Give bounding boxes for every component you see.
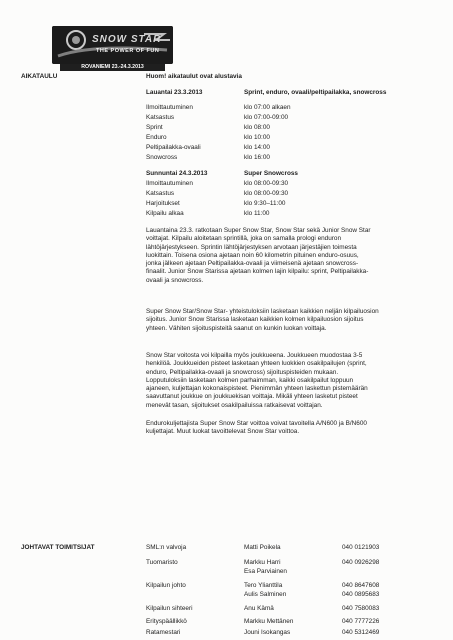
official-role: Ratamestari [146,629,181,636]
schedule-time: klo 08:00 [244,124,270,131]
snow-star-logo [52,26,173,64]
schedule-label: Snowcross [146,154,178,161]
schedule-time: klo 14:00 [244,144,270,151]
schedule-label: Enduro [146,134,167,141]
paragraph-line: yhteen. Vähiten sijoituspisteitä saanut on kunkin luokan voittaja. [146,324,327,332]
official-phone: 040 0121903 [342,544,380,551]
paragraph-line: Endurokuljettajista Super Snow Star voittoa voivat tavoitella A/N600 ja B/N600 [146,420,367,427]
schedule-time: klo 9:30–11:00 [244,200,286,207]
paragraph-line: lähtöjärjestykseen. Sprintin lähtöjärjestyksen arvotaan järjestäjien toimesta [146,243,357,251]
paragraph-line: jonka jälkeen ajetaan Peltipailakka-ovaali ja viimeisenä ajetaan snowcross- [146,260,359,267]
official-phone: 040 5312469 [342,629,380,636]
paragraph-line: sijoitus. Junior Snow Starissa lasketaan kaikkien kolmen kilpailuosion sijoitus [146,316,364,324]
paragraph-line: Lauantaina 23.3. ratkotaan Super Snow Star, Snow Star sekä Junior Snow Star [146,227,371,234]
schedule-label: Katsastus [146,114,175,121]
logo-event: ROVANIEMI 23.-24.3.2013 [60,64,165,71]
schedule-label: Ilmoittautuminen [146,104,193,111]
official-role: Kilpailun johto [146,582,186,589]
official-name: Anu Kämä [244,605,274,612]
official-phone: 040 0895683 [342,591,380,598]
paragraph-line: Super Snow Star/Snow Star- yhteistuloksiin lasketaan kaikkien neljän kilpailuosion [146,308,379,315]
rules-paragraph [146,420,408,437]
paragraph-line: menevät tasan, sijoitukset osakilpailuissa ratkaisevat voittajan. [146,401,323,409]
rules-paragraph [146,308,408,333]
logo-tagline: THE POWER OF FUN [96,48,160,54]
official-name: Tero Ylianttila [244,582,283,589]
schedule-label: Sprint [146,124,163,131]
schedule-label: Kilpailu alkaa [146,210,184,217]
official-name: Jouni Isokangas [244,629,291,636]
official-phone: 040 7777226 [342,618,380,625]
paragraph-line: enduro, Peltipailakka-ovaali ja snowcross) sijoituspisteiden mukaan. [146,368,339,376]
logo-title: SNOW STAR [92,34,162,45]
paragraph-line: luokittain. Toisena osiona ajetaan noin 60 kilometrin pituinen enduro-osuus, [146,251,359,259]
official-role: Kilpailun sihteeri [146,605,193,612]
official-role: Erityspäällikkö [146,618,187,625]
paragraph-line: finaalit. Junior Snow Starissa ajetaan kolmen lajin kilpailu: sprint, Peltipailakka- [146,268,369,276]
schedule-time: klo 07:00 alkaen [244,104,291,111]
schedule-time: klo 16:00 [244,154,270,161]
schedule-label: Katsastus [146,190,175,197]
paragraph-line: Snow Star voitosta voi kilpailla myös joukkueena. Joukkueen muodostaa 3-5 [146,352,363,359]
schedule-time: klo 10:00 [244,134,270,141]
schedule-time: klo 11:00 [244,210,270,217]
saturday-date: Lauantai 23.3.2013 [146,89,203,96]
paragraph-line: henkilöä. Joukkueiden pisteet lasketaan yhteen luokkien osakilpailujen (sprint, [146,360,367,368]
schedule-time: klo 08:00-09:30 [244,180,289,187]
notice: Huom! aikataulut ovat alustavia [146,73,242,80]
paragraph-line: Lopputuloksiin lasketaan kolmen parhaimman, kaikki osakilpailut loppuun [146,376,354,384]
paragraph-line: ajaneen, kuljettajan kokonaispisteet. Pienimmän yhteen laskettun pistemäärän [146,385,368,392]
official-name: Esa Parviainen [244,568,287,575]
paragraph-line: voittajat. Kilpailu aloitetaan sprintillä, joka on samalla prologi enduron [146,235,342,243]
section-label-schedule: AIKATAULU [21,73,58,80]
saturday-heading: Sprint, enduro, ovaali/peltipailakka, snowcross [244,89,387,96]
sunday-date: Sunnuntai 24.3.2013 [146,170,208,177]
official-phone: 040 0926298 [342,559,380,566]
logo-graphic [52,26,173,64]
official-name: Matti Poikela [244,544,281,551]
official-role: SML:n valvoja [146,544,187,551]
schedule-label: Ilmoittautuminen [146,180,193,187]
official-name: Markku Harri [244,559,281,566]
official-phone: 040 7580083 [342,605,380,612]
official-name: Markku Mettänen [244,618,294,625]
official-role: Tuomaristo [146,559,178,566]
rules-paragraph [146,227,408,285]
official-phone: 040 8647608 [342,582,380,589]
paragraph-line: ovaali ja snowcross. [146,276,204,284]
schedule-time: klo 08:00-09:30 [244,190,289,197]
schedule-time: klo 07:00-09:00 [244,114,289,121]
official-name: Aulis Salminen [244,591,287,598]
rules-paragraph [146,352,408,410]
section-label-officials: JOHTAVAT TOIMITSIJAT [21,544,95,551]
schedule-label: Harjoitukset [146,200,180,207]
sunday-heading: Super Snowcross [244,170,298,177]
schedule-label: Peltipailakka-ovaali [146,144,201,151]
paragraph-line: saavuttanut joukkue on joukkuekisan voittaja. Mikäli yhteen lasketut pisteet [146,393,358,401]
paragraph-line: kuljettajat. Muut luokat tavoittelevat Snow Star voittoa. [146,428,300,436]
